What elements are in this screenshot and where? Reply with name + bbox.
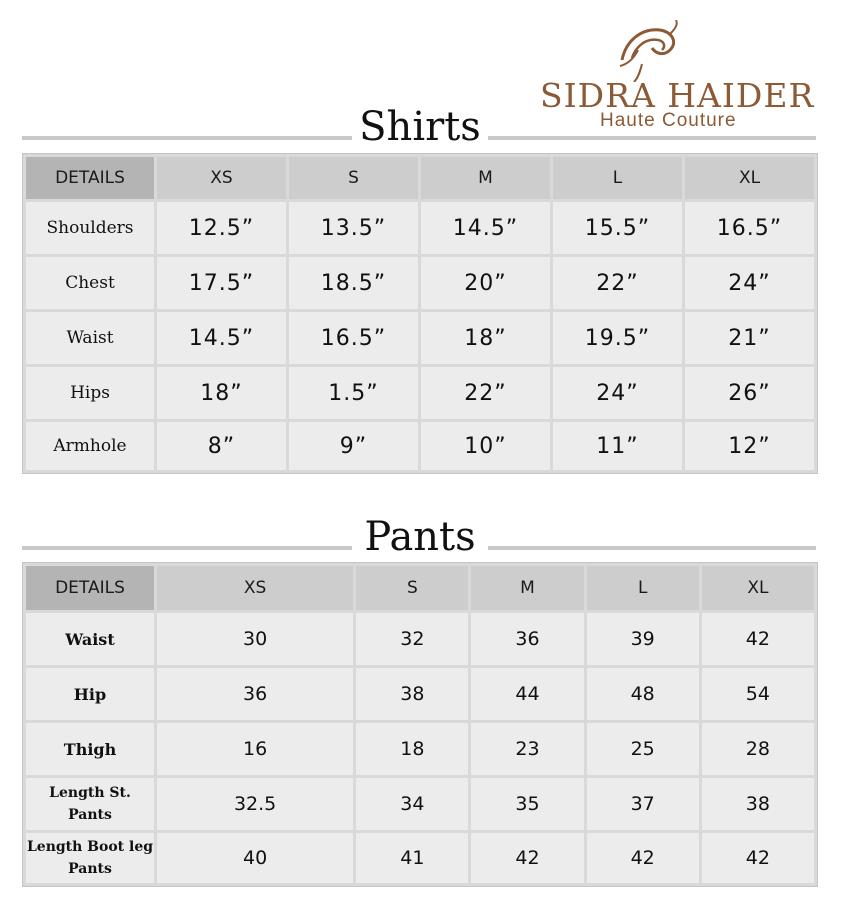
header-cell-m: M (421, 157, 550, 199)
header-cell-details: DETAILS (26, 566, 154, 610)
table-cell: 30 (157, 613, 353, 665)
table-row (26, 202, 814, 254)
pants-size-table (22, 562, 818, 887)
row-label: Hips (26, 367, 154, 419)
table-cell: 19.5” (553, 312, 682, 364)
header-cell-xs: XS (157, 157, 286, 199)
table-cell: 11” (553, 422, 682, 470)
table-header-row (26, 157, 814, 199)
row-label: Length St. Pants (26, 778, 154, 830)
table-cell: 26” (685, 367, 814, 419)
table-cell: 42 (702, 833, 814, 883)
table-cell: 15.5” (553, 202, 682, 254)
shirts-title: Shirts (359, 104, 481, 150)
table-cell: 42 (587, 833, 699, 883)
table-row (26, 778, 814, 830)
row-label: Thigh (26, 723, 154, 775)
table-cell: 36 (157, 668, 353, 720)
table-cell: 44 (471, 668, 583, 720)
table-cell: 48 (587, 668, 699, 720)
table-row (26, 257, 814, 309)
table-cell: 16 (157, 723, 353, 775)
table-cell: 32.5 (157, 778, 353, 830)
header-cell-s: S (356, 566, 468, 610)
table-row (26, 367, 814, 419)
brand-tagline: Haute Couture (600, 110, 737, 131)
pants-title: Pants (364, 514, 476, 560)
table-cell: 14.5” (157, 312, 286, 364)
table-row (26, 312, 814, 364)
shirts-title-rule-left (22, 136, 352, 140)
table-row (26, 723, 814, 775)
header-cell-l: L (553, 157, 682, 199)
shirts-title-rule-right (488, 136, 816, 140)
table-cell: 32 (356, 613, 468, 665)
pants-title-rule-left (22, 546, 352, 550)
brand-name: SIDRA HAIDER (540, 76, 815, 115)
table-cell: 8” (157, 422, 286, 470)
table-cell: 37 (587, 778, 699, 830)
table-cell: 38 (702, 778, 814, 830)
table-row (26, 668, 814, 720)
table-cell: 13.5” (289, 202, 418, 254)
row-label: Waist (26, 613, 154, 665)
header-cell-l: L (587, 566, 699, 610)
table-cell: 1.5” (289, 367, 418, 419)
row-label: Shoulders (26, 202, 154, 254)
table-cell: 16.5” (685, 202, 814, 254)
table-cell: 40 (157, 833, 353, 883)
table-cell: 17.5” (157, 257, 286, 309)
table-row (26, 422, 814, 470)
table-cell: 16.5” (289, 312, 418, 364)
row-label: Waist (26, 312, 154, 364)
table-cell: 9” (289, 422, 418, 470)
table-cell: 22” (421, 367, 550, 419)
table-cell: 54 (702, 668, 814, 720)
table-cell: 12.5” (157, 202, 286, 254)
table-cell: 23 (471, 723, 583, 775)
table-cell: 28 (702, 723, 814, 775)
table-cell: 18” (157, 367, 286, 419)
table-row (26, 613, 814, 665)
row-label: Armhole (26, 422, 154, 470)
header-cell-details: DETAILS (26, 157, 154, 199)
table-cell: 24” (553, 367, 682, 419)
table-cell: 14.5” (421, 202, 550, 254)
header-cell-m: M (471, 566, 583, 610)
table-cell: 42 (702, 613, 814, 665)
table-cell: 25 (587, 723, 699, 775)
brand-block (540, 18, 820, 138)
table-cell: 18.5” (289, 257, 418, 309)
table-cell: 10” (421, 422, 550, 470)
table-cell: 24” (685, 257, 814, 309)
table-cell: 42 (471, 833, 583, 883)
table-cell: 18 (356, 723, 468, 775)
header-cell-xl: XL (702, 566, 814, 610)
table-cell: 21” (685, 312, 814, 364)
table-cell: 22” (553, 257, 682, 309)
table-cell: 39 (587, 613, 699, 665)
header-cell-xs: XS (157, 566, 353, 610)
table-header-row (26, 566, 814, 610)
table-cell: 41 (356, 833, 468, 883)
table-cell: 18” (421, 312, 550, 364)
table-cell: 38 (356, 668, 468, 720)
table-row (26, 833, 814, 883)
pants-title-rule-right (488, 546, 816, 550)
row-label: Hip (26, 668, 154, 720)
brand-logo-icon (612, 20, 682, 82)
table-cell: 35 (471, 778, 583, 830)
table-cell: 12” (685, 422, 814, 470)
row-label: Chest (26, 257, 154, 309)
shirts-size-table (22, 153, 818, 474)
table-cell: 34 (356, 778, 468, 830)
header-cell-s: S (289, 157, 418, 199)
row-label: Length Boot leg Pants (26, 833, 154, 883)
table-cell: 36 (471, 613, 583, 665)
header-cell-xl: XL (685, 157, 814, 199)
table-cell: 20” (421, 257, 550, 309)
